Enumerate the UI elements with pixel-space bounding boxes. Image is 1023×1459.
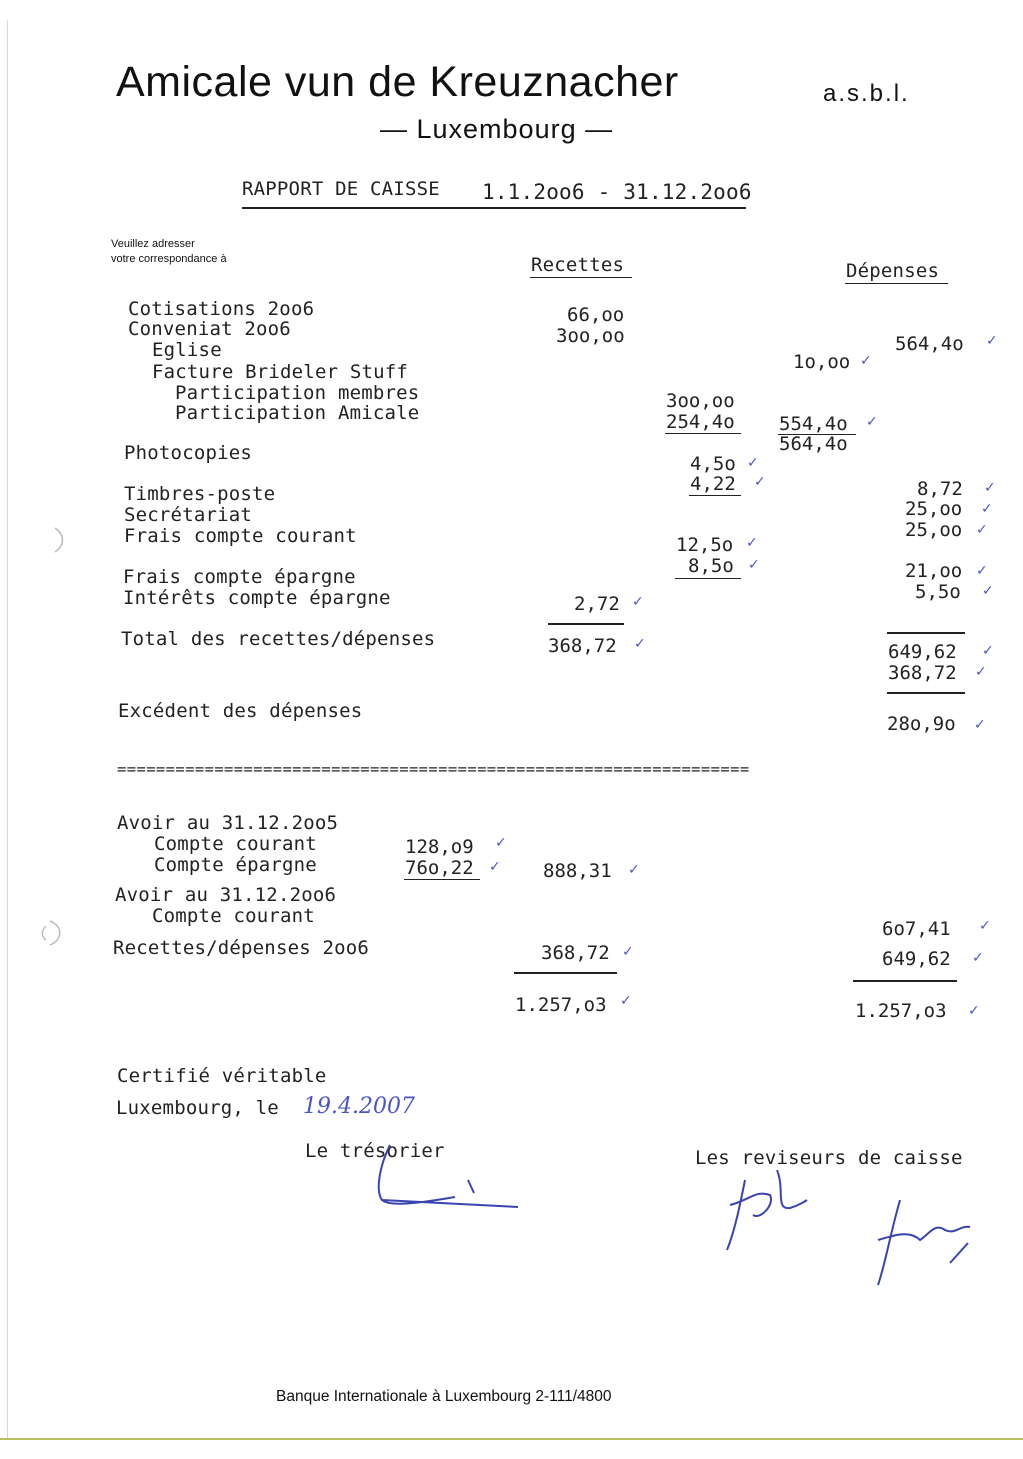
line-frais-epargne: Frais compte épargne	[123, 566, 356, 588]
balance-avoir-2006: Avoir au 31.12.2oo6	[115, 884, 337, 906]
amount-facture-sum: 554,4o	[779, 413, 848, 435]
check-mark: ✓	[976, 563, 988, 579]
check-mark: ✓	[620, 993, 632, 1009]
amount-participation-membres: 3oo,oo	[666, 390, 735, 412]
amount-interets-income: 2,72	[574, 593, 620, 615]
check-mark: ✓	[489, 859, 501, 875]
total-expense-rule	[887, 632, 965, 634]
amount-photocopies-b: 4,22	[690, 473, 736, 495]
org-name: Amicale vun de Kreuznacher	[116, 58, 679, 106]
balance-compte-courant: Compte courant	[154, 833, 317, 855]
check-mark: ✓	[628, 862, 640, 878]
reviseur-signature-2	[860, 1185, 985, 1295]
balance-recettes-depenses: Recettes/dépenses 2oo6	[113, 937, 370, 959]
reviseurs-label: Les reviseurs de caisse	[695, 1147, 963, 1169]
check-mark: ✓	[976, 522, 988, 538]
line-frais-courant: Frais compte courant	[124, 525, 357, 547]
line-participation-amicale: Participation Amicale	[175, 402, 420, 424]
amount-rd-expense: 649,62	[882, 948, 951, 970]
check-mark: ✓	[495, 835, 507, 851]
line-secretariat: Secrétariat	[124, 504, 253, 526]
balance-compte-epargne: Compte épargne	[154, 854, 317, 876]
balance-compte-courant-2006: Compte courant	[152, 905, 315, 927]
amount-facture-total: 564,4o	[779, 433, 848, 455]
amount-cotisations: 66,oo	[567, 304, 625, 326]
check-mark: ✓	[754, 474, 766, 490]
amount-ce-2005: 76o,22	[405, 857, 474, 879]
amount-photocopies-a: 4,5o	[690, 453, 736, 475]
amount-sum-left: 1.257,o3	[515, 994, 607, 1016]
amount-cc-2005: 128,o9	[405, 836, 474, 858]
amount-conveniat: 3oo,oo	[556, 325, 625, 347]
amount-total-income: 368,72	[548, 635, 617, 657]
check-mark: ✓	[979, 918, 991, 934]
check-mark: ✓	[968, 1003, 980, 1019]
amount-cc-2006: 6o7,41	[882, 918, 951, 940]
expense-header-underline	[845, 283, 948, 284]
amount-secretariat-a: 25,oo	[905, 498, 963, 520]
photocopies-underline	[689, 495, 741, 496]
org-city: — Luxembourg —	[380, 114, 614, 144]
amount-participation-amicale: 254,4o	[666, 411, 735, 433]
sum-right-rule	[853, 980, 957, 982]
col-expense-header: Dépenses	[846, 260, 940, 282]
check-mark: ✓	[972, 950, 984, 966]
page-edge	[7, 20, 8, 1440]
check-mark: ✓	[746, 535, 758, 551]
check-mark: ✓	[974, 717, 986, 733]
participation-underline	[665, 433, 741, 434]
line-participation-membres: Participation membres	[175, 382, 420, 404]
correspondence-line2: votre correspondance à	[111, 253, 227, 265]
line-conveniat: Conveniat 2oo6	[128, 318, 291, 340]
line-total: Total des recettes/dépenses	[121, 628, 436, 650]
excedent-rule	[887, 692, 965, 694]
check-mark: ✓	[860, 353, 872, 369]
amount-conveniat-expense: 564,4o	[895, 333, 964, 355]
check-mark: ✓	[981, 501, 993, 517]
check-mark: ✓	[982, 643, 994, 659]
amount-frais-courant-b: 8,5o	[688, 555, 734, 577]
line-eglise: Eglise	[152, 339, 222, 361]
col-income-header: Recettes	[531, 254, 625, 276]
amount-avoir-2005-total: 888,31	[543, 860, 612, 882]
line-cotisations: Cotisations 2oo6	[128, 298, 315, 320]
title-underline	[242, 207, 746, 209]
amount-frais-courant-a: 12,5o	[676, 534, 734, 556]
report-title: RAPPORT DE CAISSE	[242, 178, 440, 200]
line-facture: Facture Brideler Stuff	[152, 361, 409, 383]
separator-line: =================================================================	[117, 760, 750, 778]
report-period: 1.1.2oo6 - 31.12.2oo6	[482, 180, 752, 204]
avoir-2005-underline	[404, 879, 480, 880]
amount-sum-right: 1.257,o3	[855, 1000, 947, 1022]
amount-eglise: 1o,oo	[793, 351, 851, 373]
line-timbres: Timbres-poste	[124, 483, 276, 505]
check-mark: ✓	[632, 594, 644, 610]
balance-avoir-2005: Avoir au 31.12.2oo5	[117, 812, 339, 834]
amount-total-less: 368,72	[888, 662, 957, 684]
frais-courant-underline	[675, 578, 741, 579]
amount-interets-expense: 5,5o	[915, 581, 961, 603]
tresorier-signature	[360, 1135, 530, 1225]
line-excedent: Excédent des dépenses	[118, 700, 363, 722]
income-header-underline	[530, 277, 632, 278]
sum-left-rule	[514, 972, 617, 974]
amount-excedent: 28o,9o	[887, 713, 956, 735]
line-photocopies: Photocopies	[124, 442, 253, 464]
line-interets: Intérêts compte épargne	[123, 587, 391, 609]
check-mark: ✓	[982, 583, 994, 599]
punch-hole-mark	[50, 525, 70, 555]
check-mark: ✓	[866, 414, 878, 430]
check-mark: ✓	[634, 636, 646, 652]
amount-secretariat-b: 25,oo	[905, 519, 963, 541]
amount-frais-epargne: 21,oo	[905, 560, 963, 582]
certifie-text: Certifié véritable	[117, 1065, 327, 1087]
check-mark: ✓	[975, 664, 987, 680]
amount-rd-income: 368,72	[541, 942, 610, 964]
handwritten-date: 19.4.2007	[303, 1094, 415, 1119]
reviseur-signature-1	[715, 1160, 825, 1260]
amount-timbres: 8,72	[917, 478, 963, 500]
correspondence-line1: Veuillez adresser	[111, 238, 195, 250]
total-income-rule	[548, 623, 624, 625]
check-mark: ✓	[984, 480, 996, 496]
check-mark: ✓	[622, 944, 634, 960]
punch-hole-mark	[38, 918, 68, 948]
check-mark: ✓	[986, 333, 998, 349]
bottom-edge-line	[0, 1438, 1023, 1440]
lieu-text: Luxembourg, le	[116, 1097, 279, 1119]
org-suffix: a.s.b.l.	[823, 80, 910, 107]
bank-footer: Banque Internationale à Luxembourg 2-111/4800	[276, 1388, 612, 1405]
check-mark: ✓	[747, 455, 759, 471]
amount-total-expense: 649,62	[888, 641, 957, 663]
tresorier-label: Le trésorier	[305, 1140, 445, 1162]
check-mark: ✓	[748, 557, 760, 573]
